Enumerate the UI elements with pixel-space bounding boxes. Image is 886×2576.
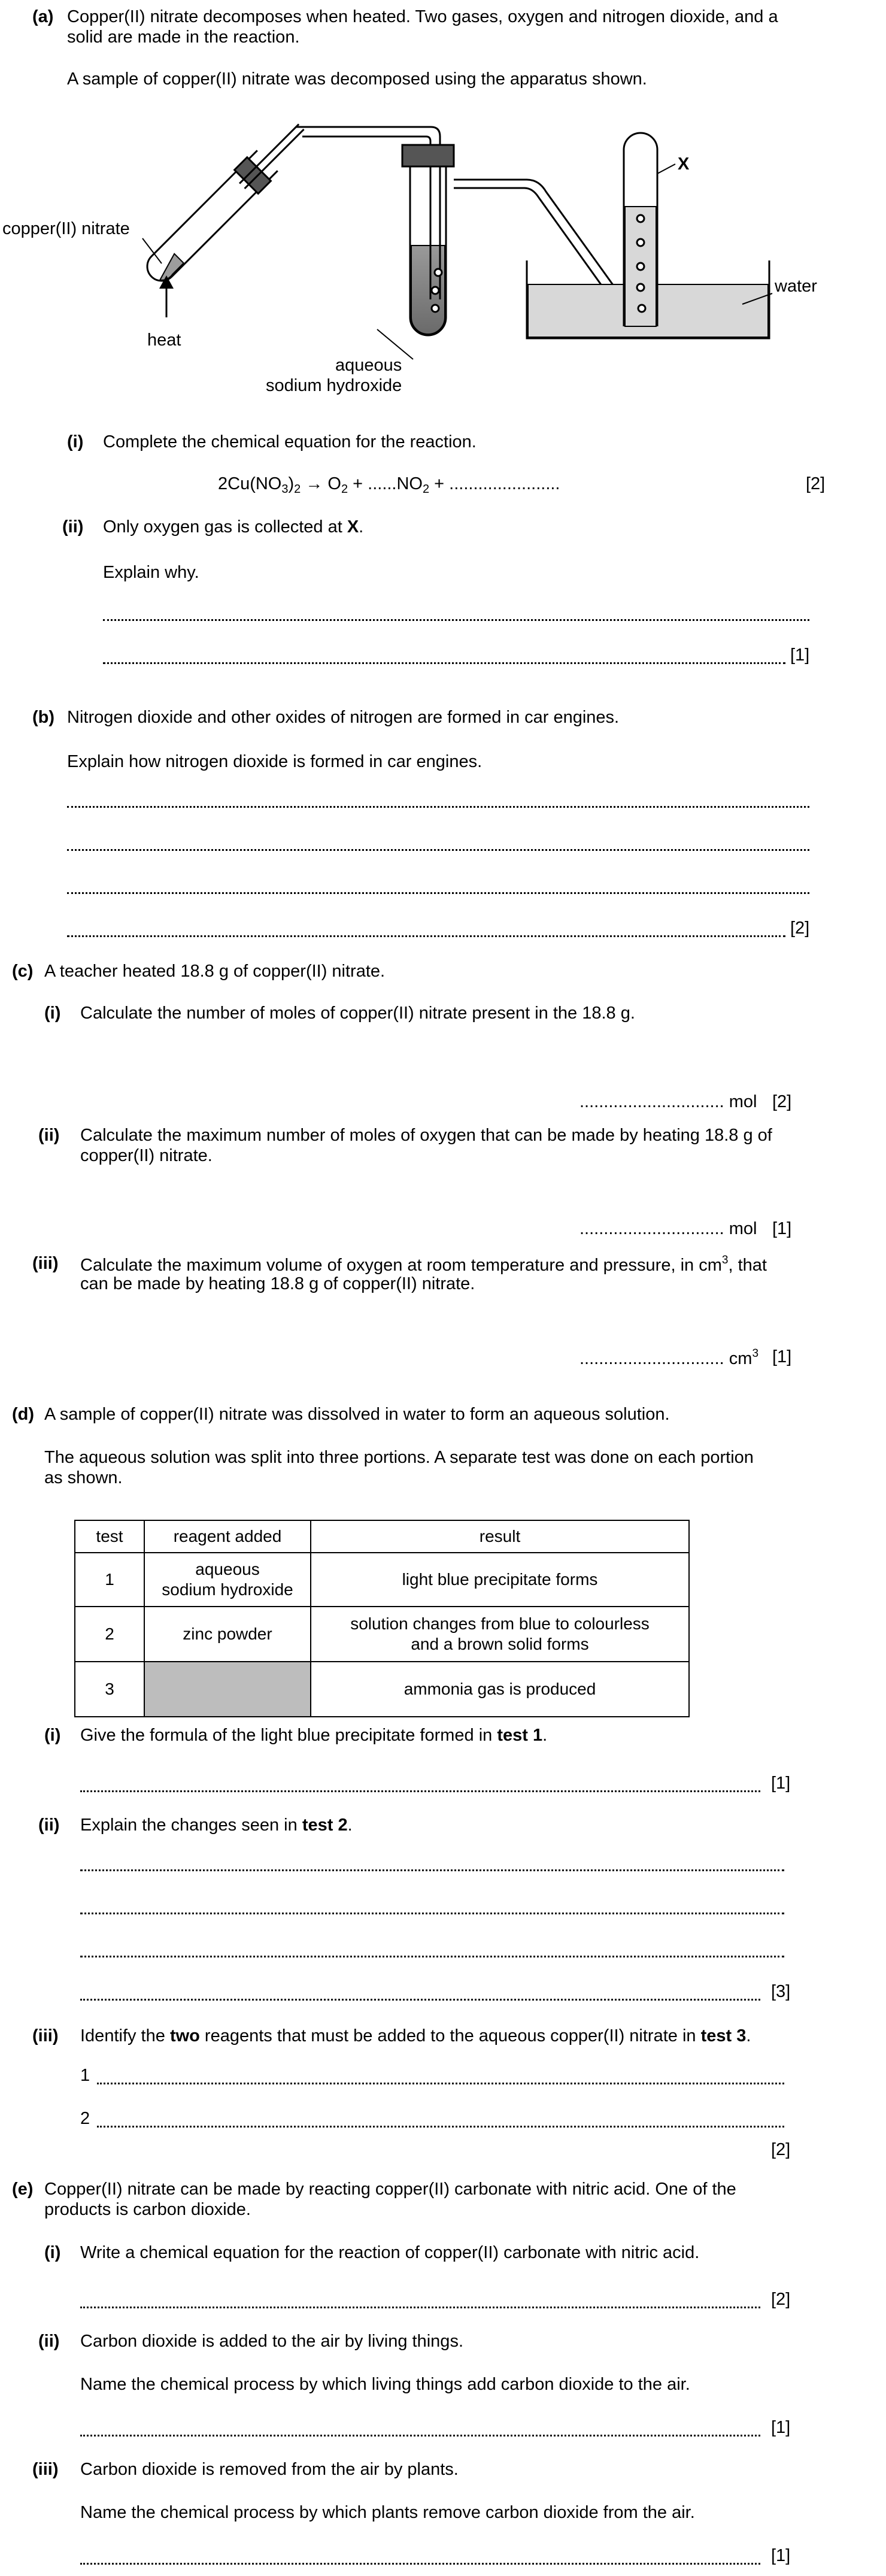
e-iii-text: Carbon dioxide is removed from the air by plants. bbox=[80, 2460, 459, 2479]
part-b-label: (b) bbox=[32, 708, 55, 727]
a-ii-text: Only oxygen gas is collected at X. bbox=[103, 517, 364, 537]
d-ii-text: Explain the changes seen in test 2. bbox=[80, 1816, 353, 1835]
label-sodium-hydroxide: sodium hydroxide bbox=[266, 376, 402, 395]
apparatus-diagram bbox=[0, 114, 886, 401]
e-iii-mark: [1] bbox=[771, 2546, 791, 2565]
e-ii-mark: [1] bbox=[771, 2418, 791, 2437]
d-i-text: Give the formula of the light blue precipitate formed in test 1. bbox=[80, 1726, 548, 1745]
d-ii-label: (ii) bbox=[38, 1816, 60, 1835]
e-ii-name: Name the chemical process by which living things add carbon dioxide to the air. bbox=[80, 2375, 690, 2394]
a-ii-label: (ii) bbox=[62, 517, 84, 537]
table-row bbox=[75, 1553, 689, 1607]
c-ii-answer[interactable]: .............................. mol bbox=[579, 1219, 757, 1238]
e-i-text: Write a chemical equation for the reaction of copper(II) carbonate with nitric acid. bbox=[80, 2243, 700, 2262]
d-iii-number-2: 2 bbox=[80, 2109, 90, 2128]
c-ii-label: (ii) bbox=[38, 1126, 60, 1145]
table-cell-result: ammonia gas is produced bbox=[311, 1662, 689, 1717]
table-cell-test: 2 bbox=[75, 1607, 144, 1662]
b-answer-line-2[interactable] bbox=[67, 849, 809, 851]
label-aqueous: aqueous bbox=[335, 356, 402, 375]
label-copper-nitrate: copper(II) nitrate bbox=[2, 219, 130, 238]
part-b-text: Nitrogen dioxide and other oxides of nitrogen are formed in car engines. bbox=[67, 708, 620, 727]
e-iii-name: Name the chemical process by which plants remove carbon dioxide from the air. bbox=[80, 2503, 695, 2522]
c-i-label: (i) bbox=[44, 1004, 61, 1023]
d-iii-answer-line-2[interactable] bbox=[97, 2126, 784, 2128]
d-ii-answer-line-1[interactable] bbox=[80, 1869, 784, 1871]
table-row bbox=[75, 1662, 689, 1717]
part-a-label: (a) bbox=[32, 7, 54, 26]
d-iii-text: Identify the two reagents that must be added to the aqueous copper(II) nitrate in test 3. bbox=[80, 2026, 751, 2045]
table-cell-result: light blue precipitate forms bbox=[311, 1553, 689, 1607]
part-e-line2: products is carbon dioxide. bbox=[44, 2200, 251, 2219]
chemical-equation: $2Cu(NO_3)_2 \to O_2 + ......NO_2$ + ....................... bbox=[218, 474, 560, 496]
part-c-text: A teacher heated 18.8 g of copper(II) nitrate. bbox=[44, 962, 386, 981]
part-e-line1: Copper(II) nitrate can be made by reacting copper(II) carbonate with nitric acid. One of the bbox=[44, 2180, 736, 2199]
d-iii-mark: [2] bbox=[771, 2140, 791, 2159]
e-i-label: (i) bbox=[44, 2243, 61, 2262]
d-iii-label: (iii) bbox=[32, 2026, 59, 2045]
e-ii-answer-line[interactable] bbox=[80, 2435, 760, 2436]
part-d-label: (d) bbox=[12, 1405, 35, 1424]
a-ii-answer-line-2[interactable] bbox=[103, 662, 785, 664]
a-i-mark: [2] bbox=[806, 474, 826, 493]
table-cell-test: 3 bbox=[75, 1662, 144, 1717]
table-header-reagent: reagent added bbox=[144, 1520, 311, 1553]
d-i-answer-line[interactable] bbox=[80, 1790, 760, 1792]
e-ii-text: Carbon dioxide is added to the air by living things. bbox=[80, 2332, 463, 2351]
c-i-mark: [2] bbox=[772, 1092, 792, 1111]
a-ii-explain: Explain why. bbox=[103, 563, 199, 582]
label-x: X bbox=[678, 154, 690, 174]
c-iii-line2: can be made by heating 18.8 g of copper(II) nitrate. bbox=[80, 1274, 475, 1293]
part-d-text: A sample of copper(II) nitrate was dissolved in water to form an aqueous solution. bbox=[44, 1405, 670, 1424]
table-cell-test: 1 bbox=[75, 1553, 144, 1607]
e-iii-label: (iii) bbox=[32, 2460, 59, 2479]
d-iii-answer-line-1[interactable] bbox=[97, 2083, 784, 2084]
table-header-test: test bbox=[75, 1520, 144, 1553]
b-answer-line-3[interactable] bbox=[67, 892, 809, 894]
a-ii-mark: [1] bbox=[790, 645, 810, 665]
e-i-answer-line[interactable] bbox=[80, 2307, 760, 2308]
c-i-text: Calculate the number of moles of copper(II) nitrate present in the 18.8 g. bbox=[80, 1004, 635, 1023]
table-cell-result: solution changes from blue to colourless and a brown solid forms bbox=[311, 1607, 689, 1662]
part-d-line3: as shown. bbox=[44, 1468, 123, 1487]
part-a-intro-line1: Copper(II) nitrate decomposes when heated. Two gases, oxygen and nitrogen dioxide, and a bbox=[67, 7, 778, 26]
c-iii-answer[interactable]: .............................. $cm^3$ bbox=[579, 1347, 759, 1368]
d-ii-answer-line-2[interactable] bbox=[80, 1913, 784, 1914]
part-d-line2: The aqueous solution was split into three portions. A separate test was done on each portion bbox=[44, 1448, 754, 1467]
b-mark: [2] bbox=[790, 919, 810, 938]
part-a-apparatus-sentence: A sample of copper(II) nitrate was decomposed using the apparatus shown. bbox=[67, 69, 647, 89]
b-answer-line-4[interactable] bbox=[67, 935, 785, 937]
results-table bbox=[74, 1520, 690, 1717]
part-e-label: (e) bbox=[12, 2180, 34, 2199]
d-ii-answer-line-3[interactable] bbox=[80, 1956, 784, 1957]
c-iii-label: (iii) bbox=[32, 1254, 59, 1273]
part-c-label: (c) bbox=[12, 962, 34, 981]
c-iii-line1: Calculate the maximum volume of oxygen at room temperature and pressure, in $cm^3$, that bbox=[80, 1254, 767, 1275]
table-cell-reagent: zinc powder bbox=[144, 1607, 311, 1662]
c-ii-mark: [1] bbox=[772, 1219, 792, 1238]
e-ii-label: (ii) bbox=[38, 2332, 60, 2351]
d-ii-mark: [3] bbox=[771, 1982, 791, 2001]
part-a-intro-line2: solid are made in the reaction. bbox=[67, 28, 300, 47]
label-water: water bbox=[775, 277, 817, 296]
a-ii-answer-line-1[interactable] bbox=[103, 619, 809, 621]
c-ii-line2: copper(II) nitrate. bbox=[80, 1146, 213, 1165]
table-header-result: result bbox=[311, 1520, 689, 1553]
a-i-label: (i) bbox=[67, 432, 84, 451]
d-i-mark: [1] bbox=[771, 1774, 791, 1793]
c-i-answer[interactable]: .............................. mol bbox=[579, 1092, 757, 1111]
table-row bbox=[75, 1607, 689, 1662]
table-cell-reagent-shaded bbox=[144, 1662, 311, 1717]
part-b-explain: Explain how nitrogen dioxide is formed in car engines. bbox=[67, 752, 483, 771]
label-heat: heat bbox=[147, 331, 181, 350]
e-iii-answer-line[interactable] bbox=[80, 2563, 760, 2565]
table-cell-reagent: aqueous sodium hydroxide bbox=[144, 1553, 311, 1607]
a-i-text: Complete the chemical equation for the reaction. bbox=[103, 432, 477, 451]
d-i-label: (i) bbox=[44, 1726, 61, 1745]
c-ii-line1: Calculate the maximum number of moles of oxygen that can be made by heating 18.8 g of bbox=[80, 1126, 772, 1145]
d-iii-number-1: 1 bbox=[80, 2066, 90, 2085]
c-iii-mark: [1] bbox=[772, 1347, 792, 1366]
boiling-tube bbox=[139, 115, 313, 289]
b-answer-line-1[interactable] bbox=[67, 806, 809, 808]
d-ii-answer-line-4[interactable] bbox=[80, 1999, 760, 2001]
e-i-mark: [2] bbox=[771, 2290, 791, 2309]
